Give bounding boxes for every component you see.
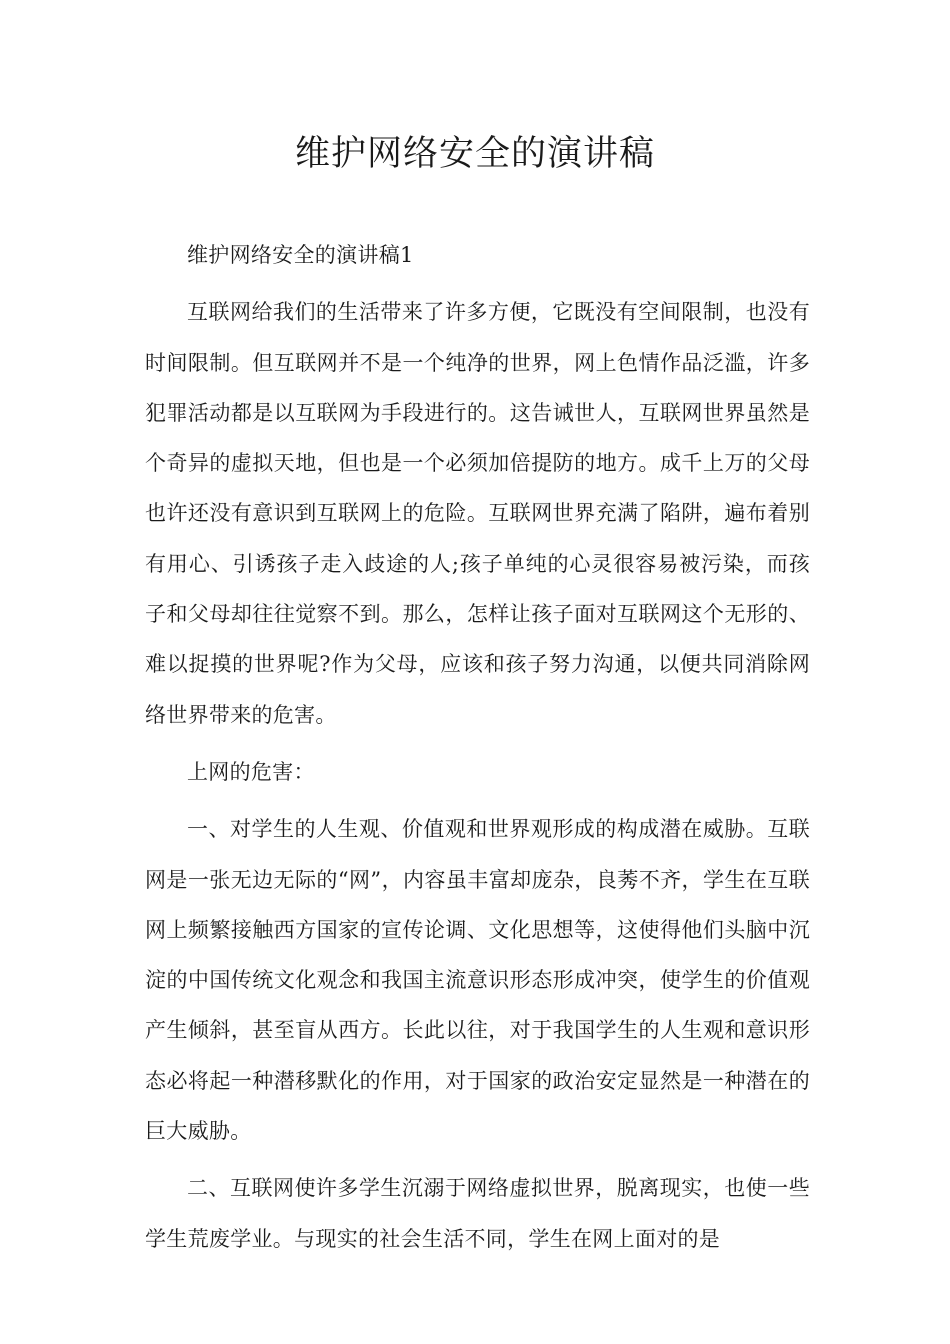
document-title: 维护网络安全的演讲稿	[294, 134, 655, 174]
paragraph-intro: 互联网给我们的生活带来了许多方便，它既没有空间限制，也没有时间限制。但互联网并不是一个纯净的世界，网上色情作品泛滥，许多犯罪活动都是以互联网为手段进行的。这告诫世人，互联网世界虽然是个奇异的虚拟天地，但也是一个必须加倍提防的地方。成千上万的父母也许还没有意识到互联网上的危险。互联网世界充满了陷阱，遍布着别有用心、引诱孩子走入歧途的人;孩子单纯的心灵很容易被污染，而孩子和父母却往往觉察不到。那么，怎样让孩子面对互联网这个无形的、难以捉摸的世界呢?作为父母，应该和孩子努力沟通，以便共同消除网络世界带来的危害。	[145, 300, 810, 727]
paragraph-harm-two: 二、互联网使许多学生沉溺于网络虚拟世界，脱离现实，也使一些学生荒废学业。与现实的社会生活不同，学生在网上面对的是	[145, 1176, 810, 1251]
document-body	[145, 230, 810, 1271]
subheading-harms: 上网的危害：	[187, 759, 315, 784]
paragraph-harm-one: 一、对学生的人生观、价值观和世界观形成的构成潜在威胁。互联网是一张无边无际的“网”，内容虽丰富却庞杂，良莠不齐，学生在互联网上频繁接触西方国家的宣传论调、文化思想等，这使得他们头脑中沉淀的中国传统文化观念和我国主流意识形态形成冲突，使学生的价值观产生倾斜，甚至盲从西方。长此以往，对于我国学生的人生观和意识形态必将起一种潜移默化的作用，对于国家的政治安定显然是一种潜在的巨大威胁。	[145, 817, 810, 1144]
section-heading: 维护网络安全的演讲稿1	[187, 243, 414, 267]
